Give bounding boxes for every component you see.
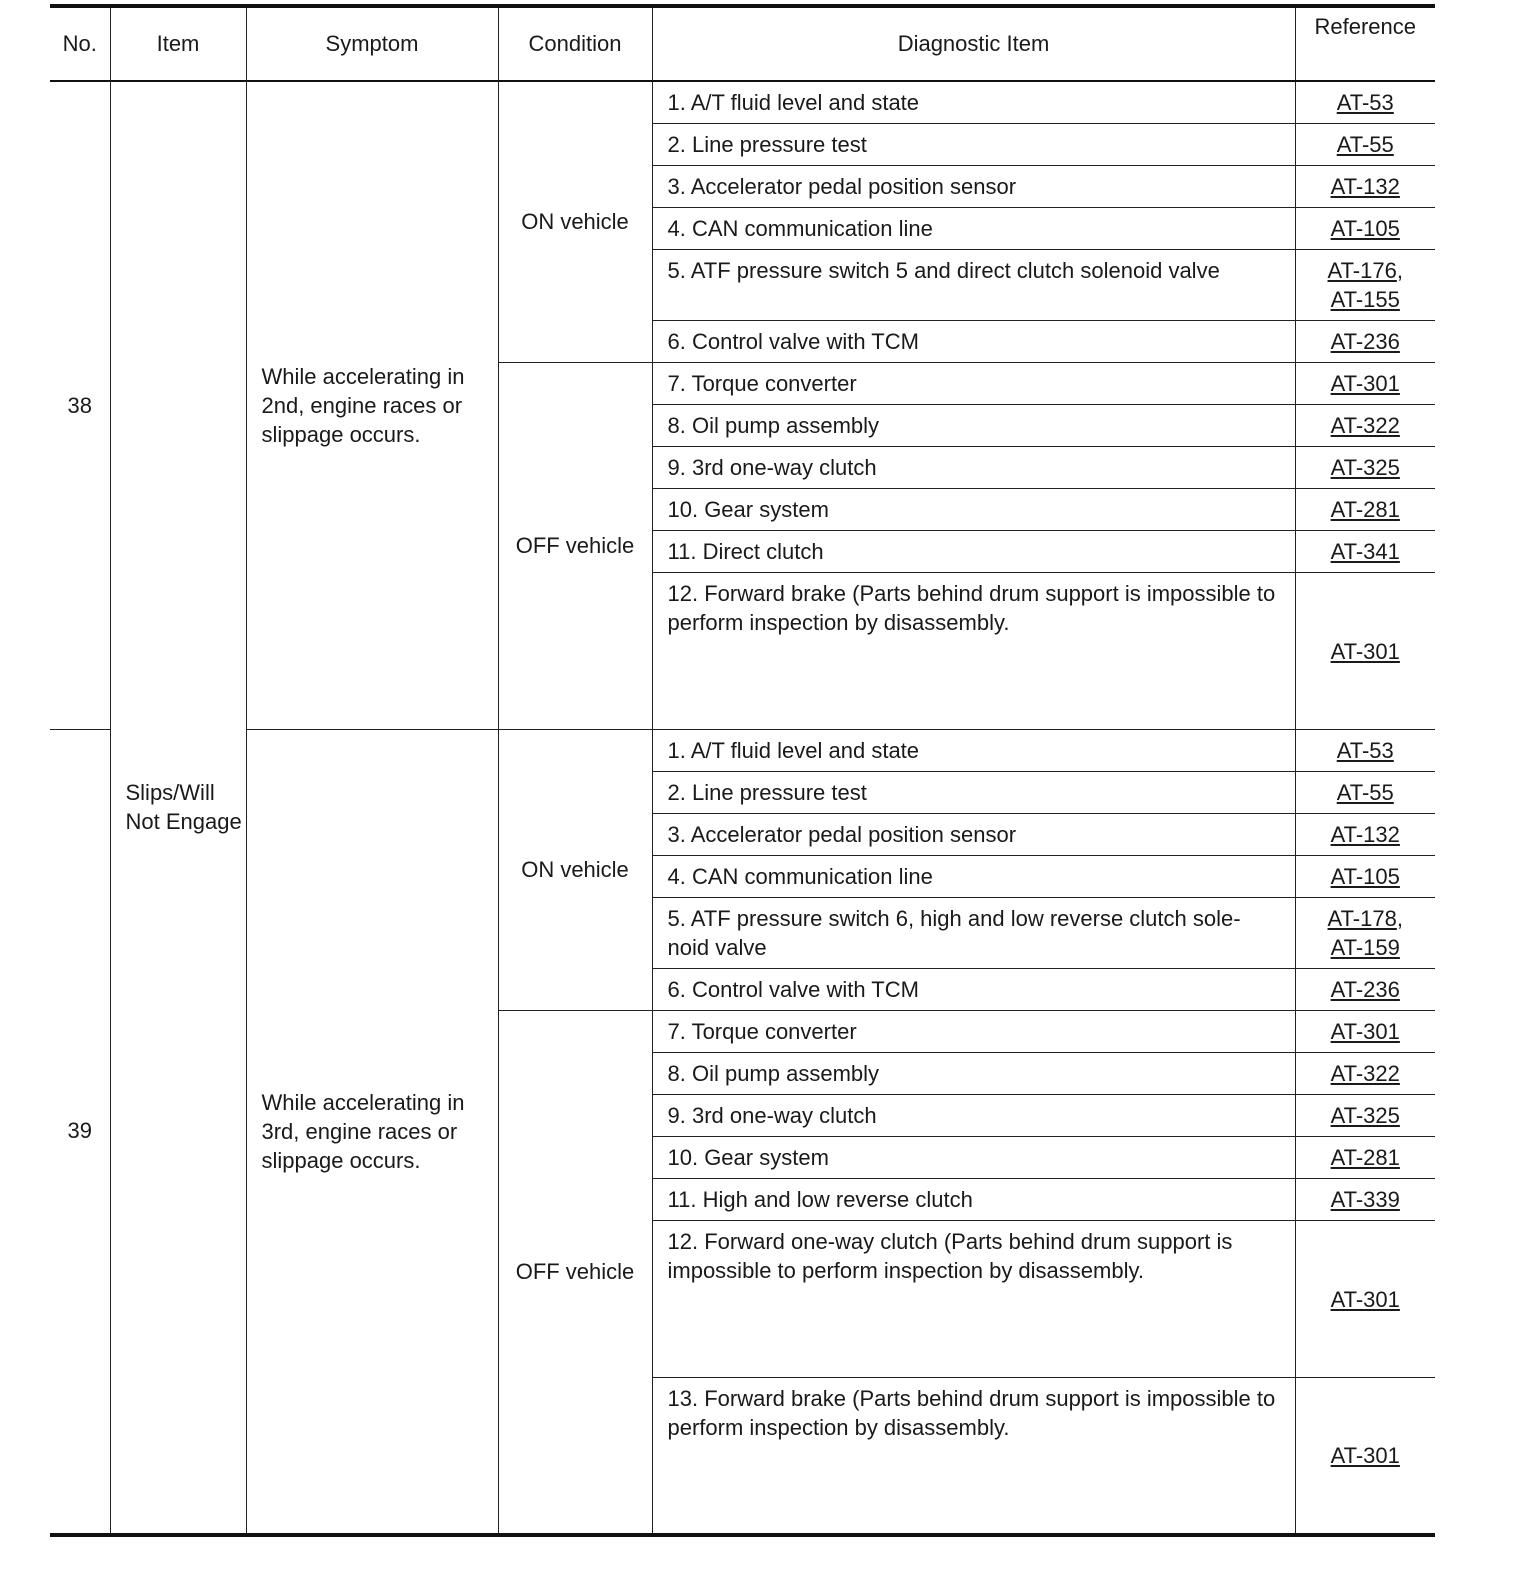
diagnostic-item: 8. Oil pump assembly	[652, 405, 1295, 447]
reference-link[interactable]: AT-281	[1330, 497, 1400, 522]
reference-cell	[1295, 1011, 1435, 1053]
diagnostic-item: 4. CAN communication line	[652, 208, 1295, 250]
reference-link[interactable]: AT-322	[1330, 413, 1400, 438]
reference-cell	[1295, 208, 1435, 250]
reference-cell	[1295, 1137, 1435, 1179]
header-symptom: Symptom	[246, 6, 498, 81]
diagnostic-item: 9. 3rd one-way clutch	[652, 447, 1295, 489]
reference-link[interactable]: AT-155	[1330, 287, 1400, 312]
diagnostic-item: 5. ATF pressure switch 6, high and low reverse clutch sole-noid valve	[652, 898, 1295, 969]
reference-link[interactable]: AT-301	[1330, 1019, 1400, 1044]
reference-link[interactable]: AT-236	[1330, 329, 1400, 354]
header-row	[50, 6, 1435, 81]
table-row	[50, 81, 1435, 124]
reference-link[interactable]: AT-55	[1336, 132, 1394, 157]
reference-cell	[1295, 772, 1435, 814]
diagnostic-item: 10. Gear system	[652, 489, 1295, 531]
table-row	[50, 730, 1435, 772]
diagnostic-table-wrapper	[50, 4, 1435, 1537]
reference-link[interactable]: AT-301	[1330, 638, 1400, 664]
reference-link[interactable]: AT-132	[1330, 822, 1400, 847]
diagnostic-item: 11. Direct clutch	[652, 531, 1295, 573]
condition-cell: OFF vehicle	[498, 363, 652, 730]
reference-cell: AT-176, AT-155	[1295, 250, 1435, 321]
diagnostic-item: 12. Forward one-way clutch (Parts behind drum support is impossible to perform inspection by disassembly.	[652, 1221, 1295, 1378]
reference-link[interactable]: AT-53	[1336, 738, 1394, 763]
reference-cell	[1295, 1095, 1435, 1137]
reference-link[interactable]: AT-53	[1336, 90, 1394, 115]
reference-link[interactable]: AT-325	[1330, 455, 1400, 480]
header-reference: Reference	[1295, 6, 1435, 81]
reference-cell	[1295, 405, 1435, 447]
reference-link[interactable]: AT-159	[1330, 935, 1400, 960]
reference-cell	[1295, 1378, 1435, 1535]
header-diagnostic-item: Diagnostic Item	[652, 6, 1295, 81]
reference-link[interactable]: AT-105	[1330, 864, 1400, 889]
diagnostic-item: 4. CAN communication line	[652, 856, 1295, 898]
reference-link[interactable]: AT-322	[1330, 1061, 1400, 1086]
condition-cell: ON vehicle	[498, 730, 652, 1011]
table-body	[50, 81, 1435, 1535]
diagnostic-item: 3. Accelerator pedal position sensor	[652, 166, 1295, 208]
diagnostic-item: 6. Control valve with TCM	[652, 321, 1295, 363]
reference-cell	[1295, 363, 1435, 405]
reference-cell	[1295, 166, 1435, 208]
reference-cell	[1295, 321, 1435, 363]
reference-cell	[1295, 447, 1435, 489]
diagnostic-item: 5. ATF pressure switch 5 and direct clutch solenoid valve	[652, 250, 1295, 321]
diagnostic-item: 3. Accelerator pedal position sensor	[652, 814, 1295, 856]
condition-cell: OFF vehicle	[498, 1011, 652, 1535]
reference-cell	[1295, 814, 1435, 856]
header-item: Item	[110, 6, 246, 81]
symptom-cell: While accelerating in 3rd, engine races or slippage occurs.	[246, 730, 498, 1535]
condition-cell: ON vehicle	[498, 81, 652, 363]
reference-cell	[1295, 531, 1435, 573]
row-number: 39	[50, 730, 110, 1535]
diagnostic-item: 10. Gear system	[652, 1137, 1295, 1179]
diagnostic-item: 11. High and low reverse clutch	[652, 1179, 1295, 1221]
diagnostic-item: 9. 3rd one-way clutch	[652, 1095, 1295, 1137]
reference-link[interactable]: AT-105	[1330, 216, 1400, 241]
reference-link[interactable]: AT-281	[1330, 1145, 1400, 1170]
diagnostic-item: 12. Forward brake (Parts behind drum support is impossible to perform inspection by disassembly.	[652, 573, 1295, 730]
diagnostic-item: 7. Torque converter	[652, 1011, 1295, 1053]
row-number: 38	[50, 81, 110, 730]
reference-link[interactable]: AT-132	[1330, 174, 1400, 199]
item-cell: Slips/Will Not Engage	[110, 81, 246, 1535]
reference-cell	[1295, 1179, 1435, 1221]
diagnostic-item: 1. A/T fluid level and state	[652, 81, 1295, 124]
reference-cell	[1295, 730, 1435, 772]
diagnostic-item: 6. Control valve with TCM	[652, 969, 1295, 1011]
reference-cell	[1295, 1053, 1435, 1095]
reference-cell	[1295, 489, 1435, 531]
reference-link[interactable]: AT-325	[1330, 1103, 1400, 1128]
reference-cell	[1295, 573, 1435, 730]
header-condition: Condition	[498, 6, 652, 81]
reference-cell	[1295, 1221, 1435, 1378]
reference-link[interactable]: AT-301	[1330, 371, 1400, 396]
reference-link[interactable]: AT-339	[1330, 1187, 1400, 1212]
diagnostic-item: 8. Oil pump assembly	[652, 1053, 1295, 1095]
diagnostic-item: 7. Torque converter	[652, 363, 1295, 405]
reference-link[interactable]: AT-301	[1330, 1286, 1400, 1312]
reference-link[interactable]: AT-341	[1330, 539, 1400, 564]
reference-link[interactable]: AT-236	[1330, 977, 1400, 1002]
diagnostic-item: 2. Line pressure test	[652, 124, 1295, 166]
header-no: No.	[50, 6, 110, 81]
reference-cell	[1295, 81, 1435, 124]
diagnostic-item: 13. Forward brake (Parts behind drum support is impossible to perform inspection by disassembly.	[652, 1378, 1295, 1535]
reference-link[interactable]: AT-176	[1327, 258, 1397, 283]
diagnostic-item: 1. A/T fluid level and state	[652, 730, 1295, 772]
reference-cell	[1295, 124, 1435, 166]
diagnostic-table	[50, 4, 1435, 1537]
diagnostic-item: 2. Line pressure test	[652, 772, 1295, 814]
reference-cell: AT-178, AT-159	[1295, 898, 1435, 969]
reference-cell	[1295, 856, 1435, 898]
symptom-cell: While accelerating in 2nd, engine races or slippage occurs.	[246, 81, 498, 730]
reference-cell	[1295, 969, 1435, 1011]
reference-link[interactable]: AT-178	[1327, 906, 1397, 931]
reference-link[interactable]: AT-301	[1330, 1442, 1400, 1468]
reference-link[interactable]: AT-55	[1336, 780, 1394, 805]
